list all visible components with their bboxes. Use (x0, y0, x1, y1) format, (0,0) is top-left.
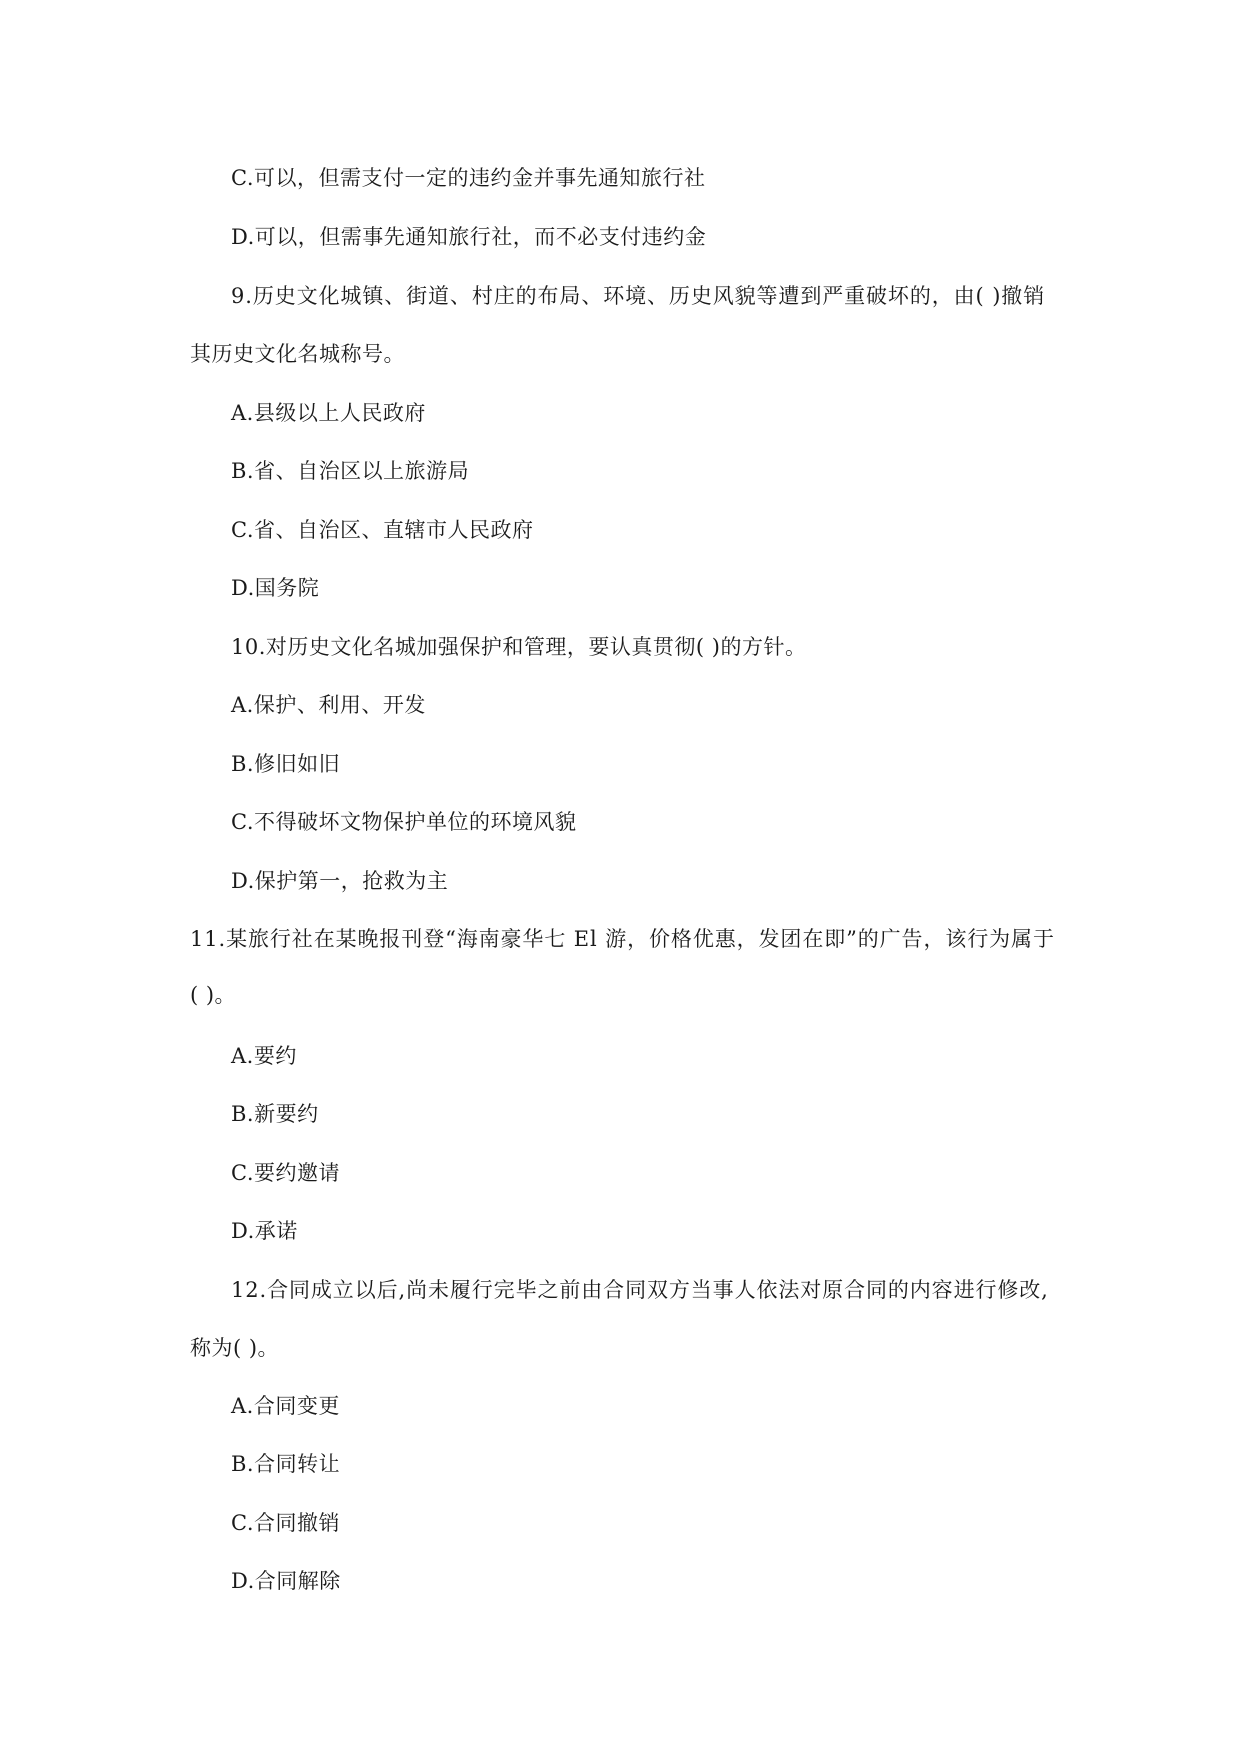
question-9: 9.历史文化城镇、街道、村庄的布局、环境、历史风貌等遭到严重破坏的，由( )撤销 (231, 284, 1046, 308)
option-b-q12: B.合同转让 (231, 1452, 341, 1476)
question-12-continuation: 称为( )。 (190, 1336, 280, 1360)
question-12: 12.合同成立以后,尚未履行完毕之前由合同双方当事人依法对原合同的内容进行修改, (231, 1278, 1049, 1302)
option-c-q9: C.省、自治区、直辖市人民政府 (231, 518, 534, 542)
question-9-continuation: 其历史文化名城称号。 (190, 342, 405, 366)
question-11: 11.某旅行社在某晚报刊登“海南豪华七 El 游，价格优惠，发团在即”的广告，该行为属于 (190, 927, 1055, 951)
option-d-q10: D.保护第一，抢救为主 (231, 869, 449, 893)
option-a-q9: A.县级以上人民政府 (231, 401, 426, 425)
option-d-q9: D.国务院 (231, 576, 320, 600)
option-a-q10: A.保护、利用、开发 (231, 693, 426, 717)
option-c-q12: C.合同撤销 (231, 1511, 340, 1535)
option-d-q12: D.合同解除 (231, 1569, 341, 1593)
option-d-q11: D.承诺 (231, 1219, 298, 1243)
option-a-q12: A.合同变更 (231, 1394, 340, 1418)
option-c-q11: C.要约邀请 (231, 1161, 340, 1185)
question-11-continuation: ( )。 (190, 983, 237, 1007)
option-d-q8: D.可以，但需事先通知旅行社，而不必支付违约金 (231, 225, 707, 249)
option-b-q11: B.新要约 (231, 1102, 319, 1126)
option-a-q11: A.要约 (231, 1044, 297, 1068)
option-b-q9: B.省、自治区以上旅游局 (231, 459, 470, 483)
option-c-q8: C.可以，但需支付一定的违约金并事先通知旅行社 (231, 166, 706, 190)
question-10: 10.对历史文化名城加强保护和管理，要认真贯彻( )的方针。 (231, 635, 807, 659)
option-b-q10: B.修旧如旧 (231, 752, 341, 776)
option-c-q10: C.不得破坏文物保护单位的环境风貌 (231, 810, 577, 834)
